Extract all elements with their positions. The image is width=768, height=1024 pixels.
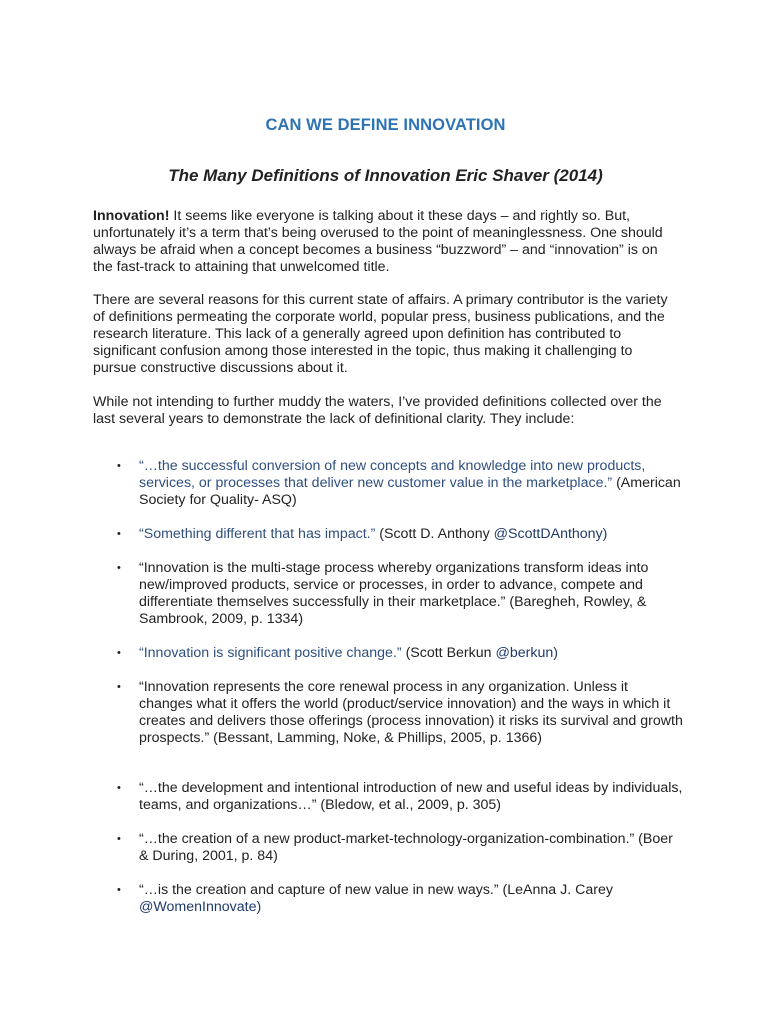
definition-source: (American Society for Quality- ASQ) — [139, 475, 681, 508]
document-subtitle: The Many Definitions of Innovation Eric Shaver (2014) — [168, 166, 603, 185]
definition-quote: “Innovation is the multi-stage process whereby organizations transform ideas into new/improved products, service or processes, in order to advance, compete and differentiate themselves successfully in their marketplace.” — [139, 560, 649, 610]
definition-source: (Boer & During, 2001, p. 84) — [139, 831, 673, 864]
definition-quote: “Innovation represents the core renewal process in any organization. Unless it changes what it offers the world (product/service innovation) and the ways in which it creates and delivers those offerings (process innovation) it risks its survival and growth prospects.” — [139, 679, 683, 746]
definition-source: (Bessant, Lamming, Noke, & Phillips, 2005, p. 1366) — [209, 730, 542, 746]
definition-quote: “Innovation is significant positive change.” — [139, 645, 402, 661]
paragraph-text: It seems like everyone is talking about it these days – and rightly so. But, unfortunately it’s a term that’s being overused to the point of meaninglessness. One should always be afraid when a concept becomes a business “buzzword” – and “innovation” is on the fast-track to attaining that unwelcomed title. — [93, 208, 663, 275]
definition-handle-link[interactable]: @ScottDAnthony) — [493, 526, 608, 542]
reasons-paragraph — [93, 292, 678, 377]
definition-text — [139, 831, 684, 865]
definition-quote: “…is the creation and capture of new value in new ways.” — [139, 882, 499, 898]
bullet-icon: • — [117, 562, 121, 574]
definition-quote: “Something different that has impact.” — [139, 526, 376, 542]
bullet-icon: • — [117, 647, 121, 659]
definition-text — [139, 526, 684, 543]
definitions-intro-paragraph — [93, 394, 678, 428]
paragraph-text: There are several reasons for this current state of affairs. A primary contributor is the variety of definitions permeating the corporate world, popular press, business publications, and the research literature. This lack of a generally agreed upon definition has contributed to significant confusion among those interested in the topic, thus making it challenging to pursue constructive discussions about it. — [93, 292, 668, 376]
definition-text — [139, 882, 684, 916]
definition-source: (Scott D. Anthony — [375, 526, 494, 542]
bullet-icon: • — [117, 681, 121, 693]
definition-quote: “…the creation of a new product-market-technology-organization-combination.” — [139, 831, 635, 847]
paragraph-text: While not intending to further muddy the waters, I’ve provided definitions collected over the last several years to demonstrate the lack of definitional clarity. They include: — [93, 394, 662, 427]
bullet-icon: • — [117, 528, 121, 540]
definition-text — [139, 780, 684, 814]
paragraph-lead: Innovation! — [93, 208, 170, 224]
bullet-icon: • — [117, 460, 121, 472]
bullet-icon: • — [117, 884, 121, 896]
definition-quote: “…the development and intentional introduction of new and useful ideas by individuals, teams, and organizations…” — [139, 780, 683, 813]
definition-text — [139, 645, 684, 662]
definition-text — [139, 458, 684, 509]
definition-quote: “…the successful conversion of new concepts and knowledge into new products, services, or processes that deliver new customer value in the marketplace.” — [139, 458, 646, 491]
definition-source: (Scott Berkun — [401, 645, 496, 661]
document-title: CAN WE DEFINE INNOVATION — [265, 116, 506, 134]
intro-paragraph — [93, 208, 678, 276]
definition-handle-link[interactable]: @berkun) — [495, 645, 558, 661]
definition-source: (Bledow, et al., 2009, p. 305) — [316, 797, 501, 813]
definition-text — [139, 679, 684, 747]
definition-handle-link[interactable]: @WomenInnovate) — [139, 899, 262, 915]
definition-source: (Baregheh, Rowley, & Sambrook, 2009, p. 1334) — [139, 594, 647, 627]
definition-text — [139, 560, 684, 628]
bullet-icon: • — [117, 833, 121, 845]
bullet-icon: • — [117, 782, 121, 794]
document-page — [93, 0, 683, 1024]
definition-source: (LeAnna J. Carey — [498, 882, 613, 898]
